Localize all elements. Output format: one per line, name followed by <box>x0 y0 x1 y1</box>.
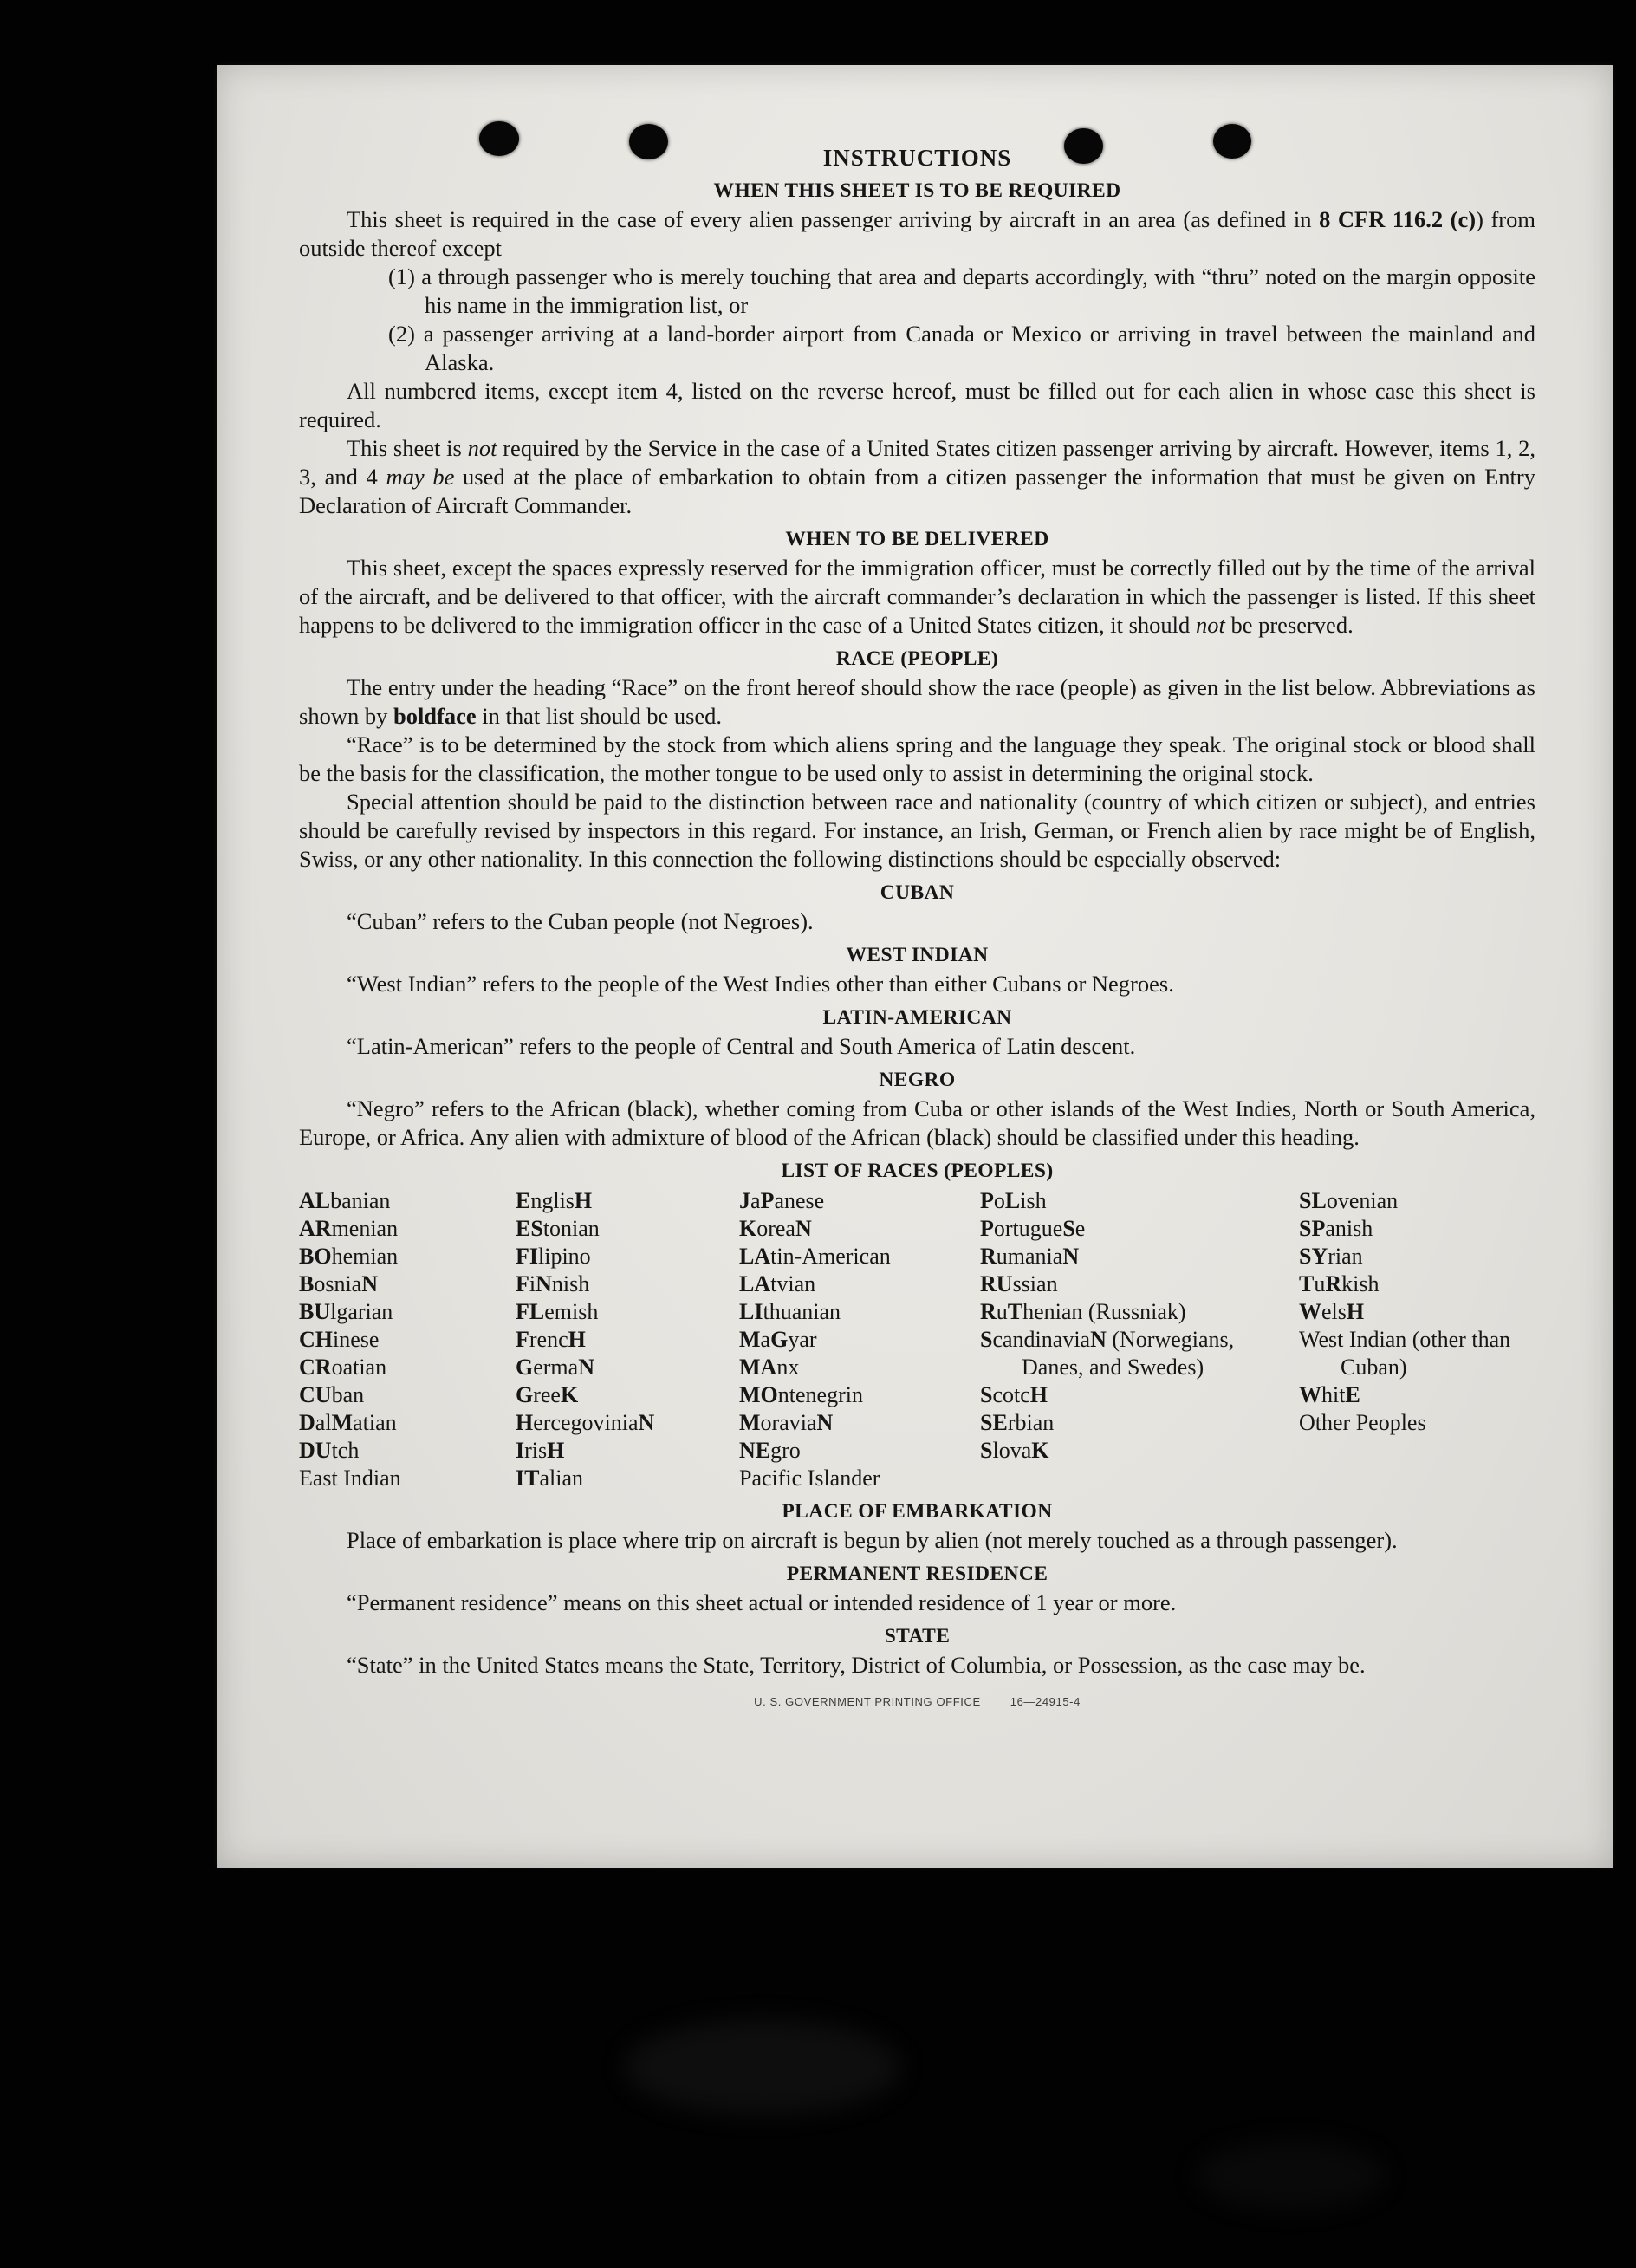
race-item: CHinese <box>299 1327 380 1352</box>
scan-artifact <box>624 2019 901 2115</box>
race-item: KoreaN <box>739 1216 812 1241</box>
heading-cuban: CUBAN <box>880 881 955 904</box>
race-item: EnglisH <box>516 1188 593 1213</box>
paragraph-required-intro: This sheet is required in the case of every alien passenger arriving by aircraft in an area (as defined in 8 CFR 116.2 (c)) from outside thereof except <box>299 206 1535 261</box>
race-item: SErbian <box>980 1410 1055 1435</box>
race-item: SLovenian <box>1299 1188 1399 1213</box>
race-item: MAnx <box>739 1355 800 1380</box>
race-item: ScandinaviaN (Norwegians, Danes, and Swedes) <box>980 1327 1235 1380</box>
race-item: GreeK <box>516 1382 579 1407</box>
race-item: TuRkish <box>1299 1271 1380 1296</box>
paragraph-race-determined: “Race” is to be determined by the stock from which aliens spring and the language they speak. The original stock or blood shall be the basis for the classification, the mother tongue to be used only to assist in determining the original stock. <box>299 731 1535 786</box>
race-item: FrencH <box>516 1327 586 1352</box>
paragraph-cuban: “Cuban” refers to the Cuban people (not Negroes). <box>347 908 814 934</box>
heading-state: STATE <box>884 1625 951 1647</box>
race-item: ARmenian <box>299 1216 399 1241</box>
paragraph-latin-american: “Latin-American” refers to the people of Central and South America of Latin descent. <box>347 1033 1136 1059</box>
race-item: Pacific Islander <box>739 1465 880 1491</box>
document-paper <box>217 65 1613 1868</box>
race-item: FiNnish <box>516 1271 590 1296</box>
race-item: MOntenegrin <box>739 1382 863 1407</box>
race-item: LAtvian <box>739 1271 816 1296</box>
scan-artifact <box>1196 2141 1386 2210</box>
race-item: LIthuanian <box>739 1299 841 1324</box>
race-item: East Indian <box>299 1465 401 1491</box>
race-item: PortugueSe <box>980 1216 1086 1241</box>
printer-office: U. S. GOVERNMENT PRINTING OFFICE <box>754 1695 981 1708</box>
paragraph-race-attention: Special attention should be paid to the distinction between race and nationality (country of which citizen or subject), and entries should be carefully revised by inspectors in this regard. For instance, an Irish, German, or French alien by race might be of English, Swiss, or any other nationality. In this connection the following distinctions should be especially observed: <box>299 789 1535 872</box>
numbered-item-2: (2) a passenger arriving at a land-border airport from Canada or Mexico or arriving in travel between the mainland and Alaska. <box>388 321 1535 375</box>
page-title: INSTRUCTIONS <box>822 145 1012 171</box>
paragraph-residence: “Permanent residence” means on this sheet actual or intended residence of 1 year or more. <box>347 1589 1177 1615</box>
race-column <box>739 1187 980 1492</box>
race-column <box>516 1187 739 1492</box>
race-item: NEgro <box>739 1438 801 1463</box>
paragraph-negro: “Negro” refers to the African (black), whether coming from Cuba or other islands of the West Indies, North or South America, Europe, or Africa. Any alien with admixture of blood of the African (black) should be classified under this heading. <box>299 1095 1535 1150</box>
race-item: West Indian (other than Cuban) <box>1299 1327 1511 1380</box>
race-column <box>299 1187 516 1492</box>
heading-when-delivered: WHEN TO BE DELIVERED <box>785 528 1049 550</box>
race-item: BUlgarian <box>299 1299 393 1324</box>
race-item: PoLish <box>980 1188 1047 1213</box>
race-item: WelsH <box>1299 1299 1365 1324</box>
heading-embarkation: PLACE OF EMBARKATION <box>782 1500 1053 1523</box>
race-item: MoraviaN <box>739 1410 834 1435</box>
race-item: BosniaN <box>299 1271 379 1296</box>
paragraph-not-required: This sheet is not required by the Service in the case of a United States citizen passenger arriving by aircraft. However, items 1, 2, 3, and 4 may be used at the place of embarkation to obtain from a citizen passenger the information that must be given on Entry Declaration of Aircraft Commander. <box>299 435 1535 518</box>
race-item: CUban <box>299 1382 365 1407</box>
printer-imprint <box>299 1695 1535 1708</box>
numbered-item-1: (1) a through passenger who is merely touching that area and departs accordingly, with “thru” noted on the margin opposite his name in the immigration list, or <box>388 263 1535 318</box>
race-item: SYrian <box>1299 1244 1363 1269</box>
heading-negro: NEGRO <box>879 1069 956 1091</box>
heading-race-people: RACE (PEOPLE) <box>835 647 999 670</box>
heading-list-of-races: LIST OF RACES (PEOPLES) <box>781 1160 1054 1182</box>
paragraph-embarkation: Place of embarkation is place where trip on aircraft is begun by alien (not merely touched as a through passenger). <box>347 1527 1398 1553</box>
heading-latin-american: LATIN-AMERICAN <box>822 1006 1012 1029</box>
race-item: SlovaK <box>980 1438 1049 1463</box>
printer-code: 16—24915-4 <box>1010 1695 1081 1708</box>
race-item: LAtin-American <box>739 1244 891 1269</box>
heading-residence: PERMANENT RESIDENCE <box>786 1563 1048 1585</box>
race-item: BOhemian <box>299 1244 399 1269</box>
paragraph-west-indian: “West Indian” refers to the people of the West Indies other than either Cubans or Negroes. <box>347 971 1174 997</box>
paragraph-state: “State” in the United States means the State, Territory, District of Columbia, or Possession, as the case may be. <box>347 1652 1366 1678</box>
race-item: RUssian <box>980 1271 1058 1296</box>
document-content <box>299 145 1535 1708</box>
race-item: DalMatian <box>299 1410 397 1435</box>
race-item: ScotcH <box>980 1382 1048 1407</box>
race-list <box>299 1187 1535 1492</box>
race-item: ALbanian <box>299 1188 391 1213</box>
heading-west-indian: WEST INDIAN <box>846 944 989 966</box>
race-item: EStonian <box>516 1216 600 1241</box>
race-item: RuThenian (Russniak) <box>980 1299 1186 1324</box>
race-item: FIlipino <box>516 1244 591 1269</box>
paragraph-race-entry: The entry under the heading “Race” on the front hereof should show the race (people) as given in the list below. Abbreviations as shown by boldface in that list should be used. <box>299 674 1535 729</box>
race-item: JaPanese <box>739 1188 825 1213</box>
race-item: IrisH <box>516 1438 565 1463</box>
paragraph-delivered: This sheet, except the spaces expressly reserved for the immigration officer, must be correctly filled out by the time of the arrival of the aircraft, and be delivered to that officer, with the aircraft commander’s declaration in which the passenger is listed. If this sheet happens to be delivered to the immigration officer in the case of a United States citizen, it should not be preserved. <box>299 555 1535 638</box>
race-item: GermaN <box>516 1355 594 1380</box>
race-item: FLemish <box>516 1299 599 1324</box>
race-item: DUtch <box>299 1438 360 1463</box>
race-item: MaGyar <box>739 1327 817 1352</box>
heading-when-required: WHEN THIS SHEET IS TO BE REQUIRED <box>713 179 1121 202</box>
race-item: WhitE <box>1299 1382 1360 1407</box>
race-item: CRoatian <box>299 1355 387 1380</box>
race-item: Other Peoples <box>1299 1410 1426 1435</box>
race-item: ITalian <box>516 1465 583 1491</box>
race-column <box>980 1187 1299 1492</box>
paragraph-all-items: All numbered items, except item 4, listed on the reverse hereof, must be filled out for each alien in whose case this sheet is required. <box>299 378 1535 432</box>
race-item: SPanish <box>1299 1216 1373 1241</box>
race-column <box>1299 1187 1534 1492</box>
race-item: RumaniaN <box>980 1244 1080 1269</box>
race-item: HercegoviniaN <box>516 1410 655 1435</box>
